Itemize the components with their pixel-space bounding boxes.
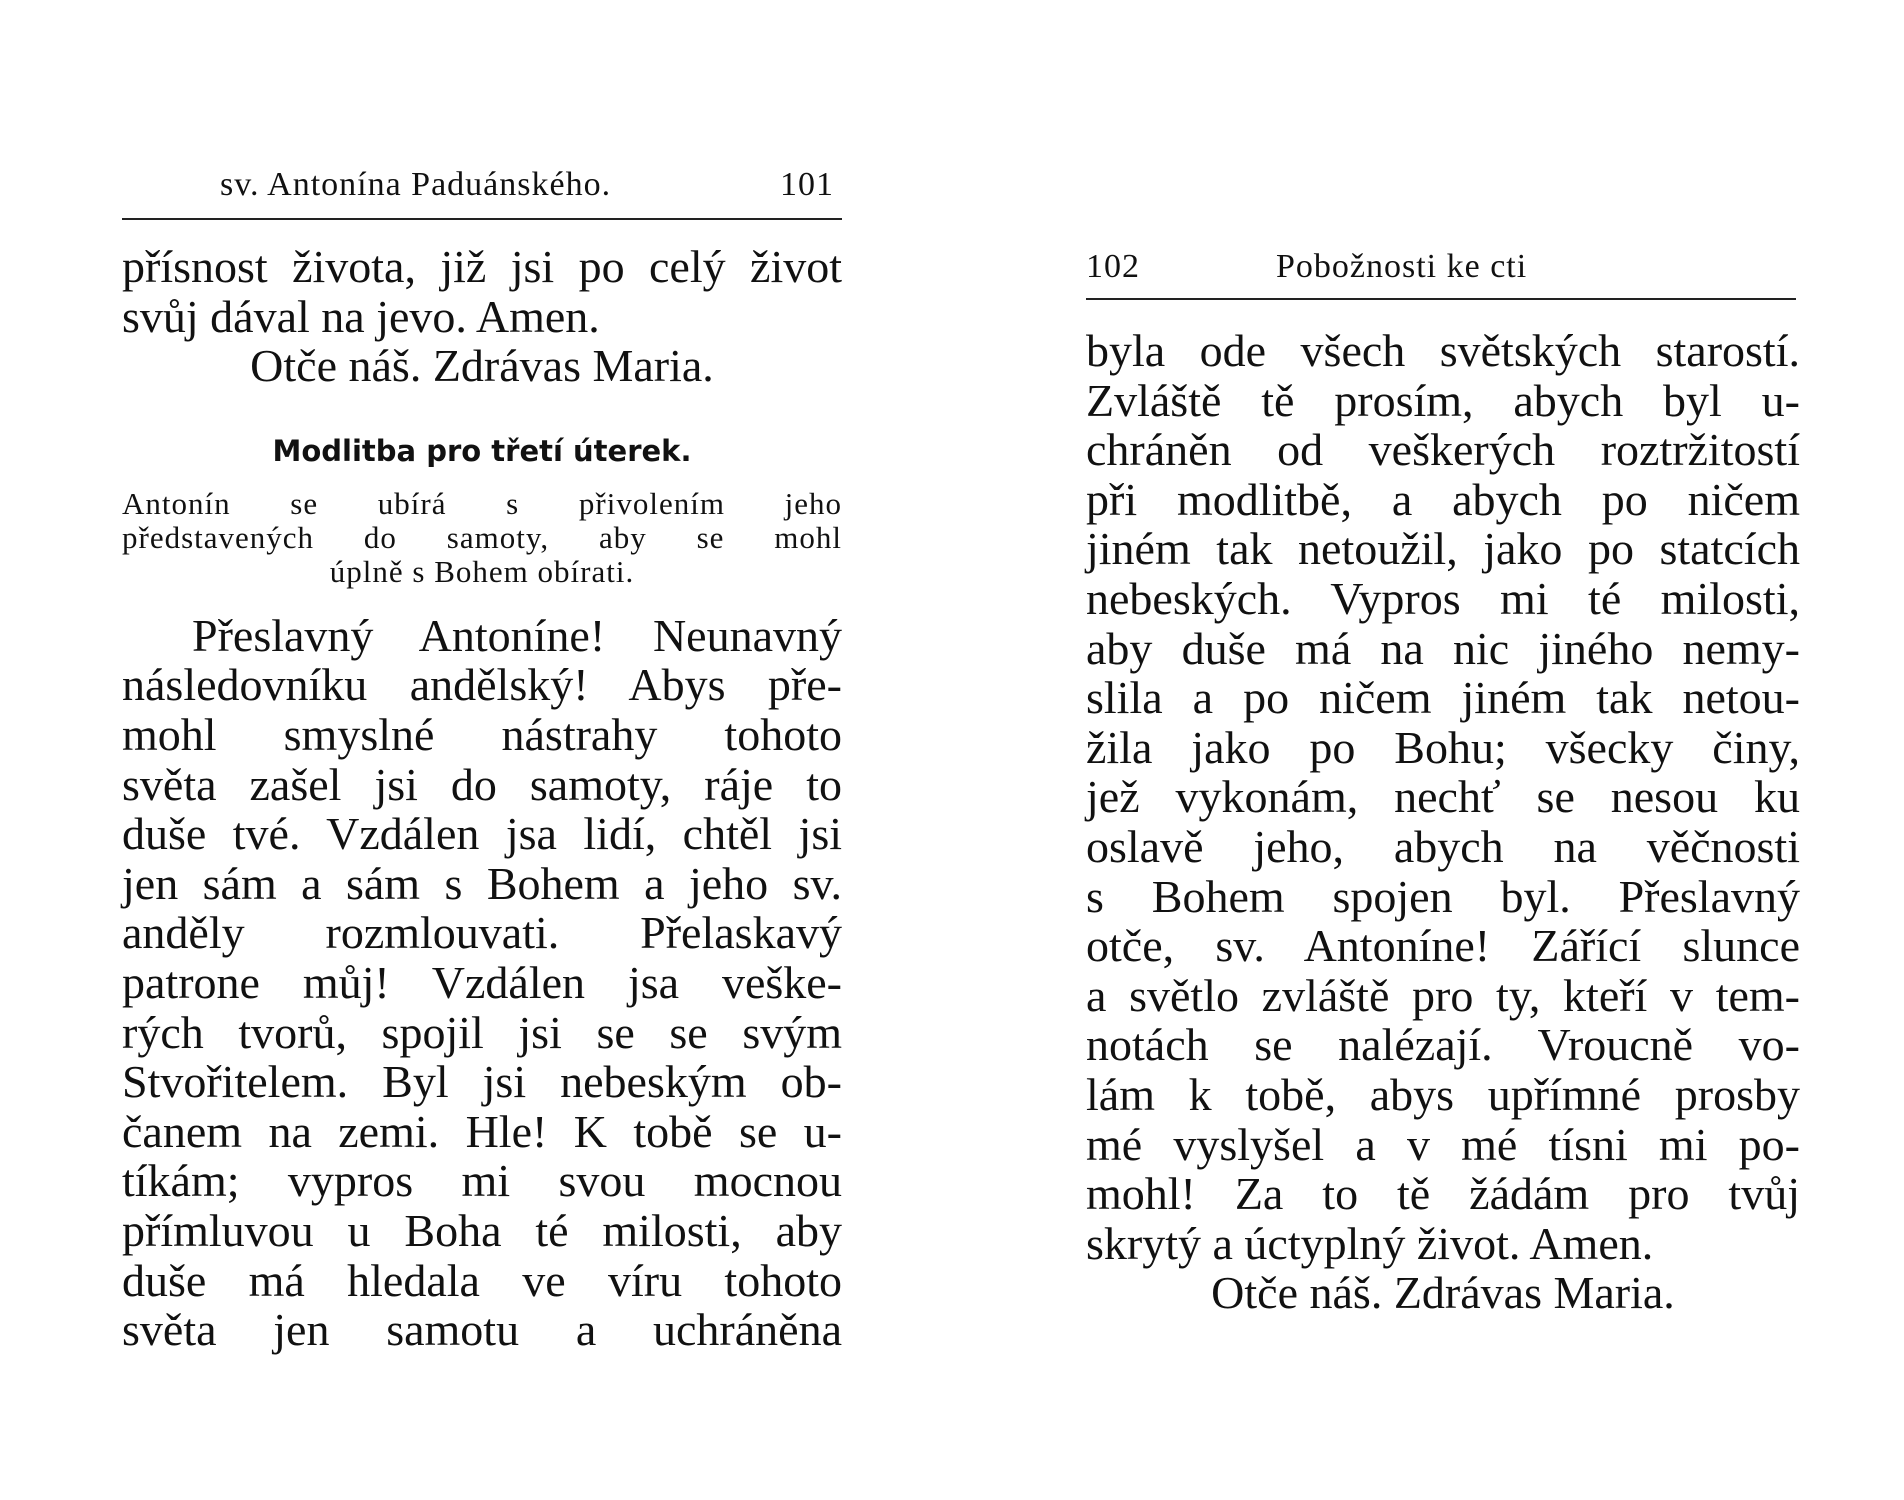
summary-line: představených do samoty, aby se mohl [122, 519, 842, 555]
text-line: světa jen samotu a uchráněna [122, 1304, 842, 1356]
text-line: Přeslavný Antoníne! Neunavný [192, 609, 842, 661]
left-page [122, 160, 842, 1355]
text-line: slila a po ničem jiném tak netou- [1086, 672, 1800, 724]
text-line: patrone můj! Vzdálen jsa veške- [122, 956, 842, 1008]
prayer-paragraph [122, 611, 842, 1355]
page-number: 102 [1086, 248, 1140, 285]
text-line: s Bohem spojen byl. Přeslavný [1086, 870, 1800, 922]
summary-line: úplně s Bohem obírati. [329, 553, 635, 589]
text-line: Otče náš. Zdrávas Maria. [250, 340, 714, 392]
header-rule [1086, 298, 1796, 300]
text-line: přímluvou u Boha té milosti, aby [122, 1204, 842, 1256]
text-line: aby duše má na nic jiného nemy- [1086, 622, 1800, 674]
text-line: při modlitbě, a abych po ničem [1086, 473, 1800, 525]
text-line: následovníku andělský! Abys pře- [122, 659, 842, 711]
text-line: jiném tak netoužil, jako po statcích [1086, 523, 1800, 575]
header-rule [122, 218, 842, 220]
right-page [1086, 240, 1800, 1318]
text-line: žila jako po Bohu; všecky činy, [1086, 721, 1800, 773]
text-line: lám k tobě, abys upřímné prosby [1086, 1068, 1800, 1120]
summary-paragraph [122, 487, 842, 589]
text-line: mohl smyslné nástrahy tohoto [122, 708, 842, 760]
summary-line: Antonín se ubírá s přivolením jeho [122, 485, 842, 521]
text-line: skrytý a úctyplný život. Amen. [1086, 1217, 1654, 1269]
text-line: Stvořitelem. Byl jsi nebeským ob- [122, 1056, 842, 1108]
intro-paragraph [122, 242, 842, 391]
running-head-right [1086, 240, 1800, 300]
text-line: tíkám; vypros mi svou mocnou [122, 1155, 842, 1207]
running-head-left [122, 160, 842, 220]
text-line: duše má hledala ve víru tohoto [122, 1254, 842, 1306]
prayer-paragraph-continued [1086, 326, 1800, 1318]
text-line: chráněn od veškerých roztržitostí [1086, 424, 1800, 476]
text-line: rých tvorů, spojil jsi se se svým [122, 1006, 842, 1058]
text-line: mohl! Za to tě žádám pro tvůj [1086, 1168, 1800, 1220]
running-head-title: sv. Antonína Paduánského. [220, 166, 612, 203]
text-line: byla ode všech světských starostí. [1086, 325, 1800, 376]
text-line: duše tvé. Vzdálen jsa lidí, chtěl jsi [122, 808, 842, 860]
text-line: otče, sv. Antoníne! Zářící slunce [1086, 920, 1800, 972]
text-line: oslavě jeho, abych na věčnosti [1086, 820, 1800, 872]
text-line: jen sám a sám s Bohem a jeho sv. [122, 857, 842, 909]
section-heading: Modlitba pro třetí úterek. [272, 433, 692, 468]
text-line: nebeských. Vypros mi té milosti, [1086, 572, 1800, 624]
text-line: čanem na zemi. Hle! K tobě se u- [122, 1105, 842, 1157]
text-line: Otče náš. Zdrávas Maria. [1211, 1267, 1675, 1319]
running-head-title: Pobožnosti ke cti [1276, 248, 1528, 285]
text-line: a světlo zvláště pro ty, kteří v tem- [1086, 969, 1800, 1021]
text-line: svůj dával na jevo. Amen. [122, 290, 600, 342]
text-line: jež vykonám, nechť se nesou ku [1086, 771, 1800, 823]
page-number: 101 [780, 166, 834, 203]
text-line: mé vyslyšel a v mé tísni mi po- [1086, 1118, 1800, 1170]
text-line: světa zašel jsi do samoty, ráje to [122, 758, 842, 810]
text-line: anděly rozmlouvati. Přelaskavý [122, 907, 842, 959]
text-line: přísnost života, již jsi po celý život [122, 241, 842, 292]
text-line: Zvláště tě prosím, abych byl u- [1086, 374, 1800, 426]
text-line: notách se nalézají. Vroucně vo- [1086, 1019, 1800, 1071]
